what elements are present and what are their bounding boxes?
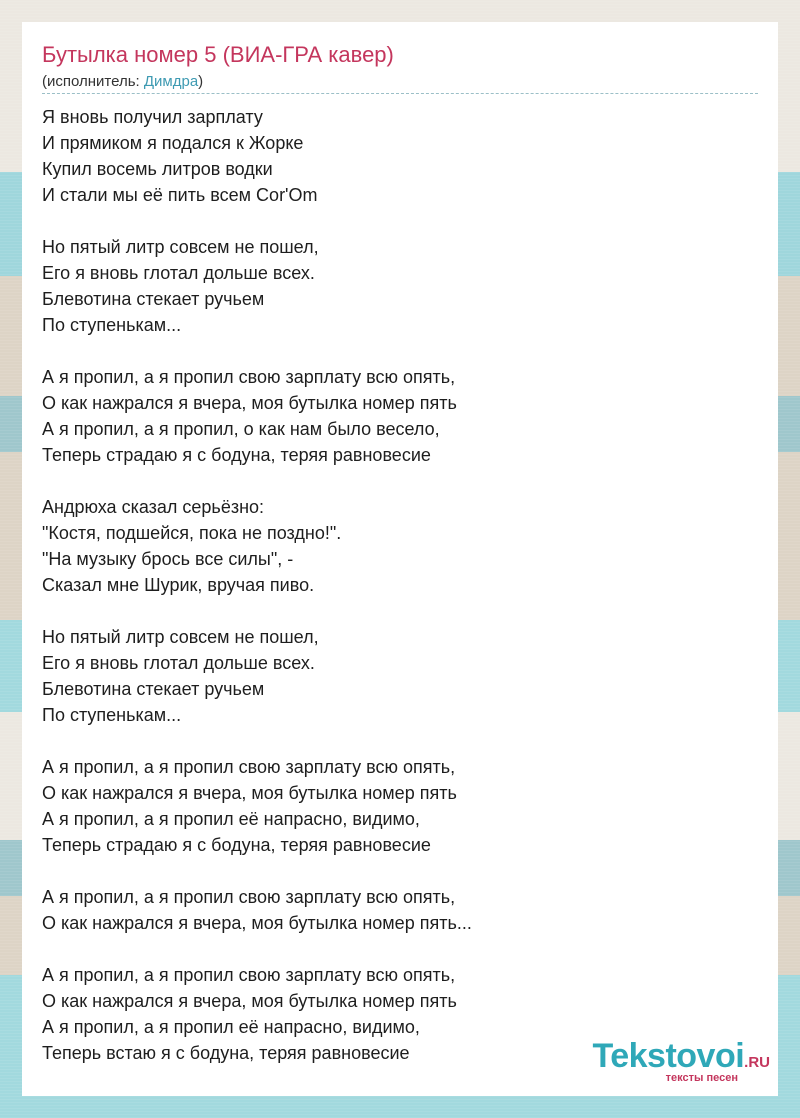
lyric-line: А я пропил, а я пропил свою зарплату всю опять, <box>42 367 456 387</box>
lyric-line: О как нажрался я вчера, моя бутылка номер пять <box>42 393 457 413</box>
lyrics-stanza <box>42 962 472 1066</box>
lyric-line: А я пропил, а я пропил свою зарплату всю опять, <box>42 887 456 907</box>
lyric-line: А я пропил, а я пропил её напрасно, видимо, <box>42 809 420 829</box>
performer-info <box>42 73 203 90</box>
lyric-line: О как нажрался я вчера, моя бутылка номер пять... <box>42 913 472 933</box>
logo-tagline: тексты песен <box>665 1072 738 1084</box>
lyrics-card <box>22 22 778 1096</box>
lyric-line: Купил восемь литров водки <box>42 159 273 179</box>
site-logo[interactable] <box>560 1037 770 1084</box>
page-title: Бутылка номер 5 (ВИА-ГРА кавер) <box>42 42 394 67</box>
lyric-line: И стали мы её пить всем Cor'Om <box>42 185 318 205</box>
lyrics-stanza <box>42 104 472 208</box>
lyric-line: Теперь страдаю я с бодуна, теряя равновесие <box>42 835 431 855</box>
lyric-line: Но пятый литр совсем не пошел, <box>42 627 319 647</box>
performer-link[interactable]: Димдра <box>143 73 199 90</box>
lyric-line: Теперь страдаю я с бодуна, теряя равновесие <box>42 445 431 465</box>
header-divider <box>42 93 758 94</box>
lyric-line: "На музыку брось все силы", - <box>42 549 294 569</box>
lyric-line: А я пропил, а я пропил свою зарплату всю опять, <box>42 757 456 777</box>
lyrics-stanza <box>42 494 472 598</box>
logo-name: Tekstovoi <box>592 1037 745 1075</box>
lyric-line: Андрюха сказал серьёзно: <box>42 497 265 517</box>
lyric-line: Его я вновь глотал дольше всех. <box>42 653 315 673</box>
performer-prefix: (исполнитель: <box>42 73 144 90</box>
lyric-line: Но пятый литр совсем не пошел, <box>42 237 319 257</box>
lyrics-stanza <box>42 884 472 936</box>
lyric-line: Теперь встаю я с бодуна, теряя равновесие <box>42 1043 410 1063</box>
lyric-line: О как нажрался я вчера, моя бутылка номер пять <box>42 783 457 803</box>
lyrics-body <box>42 104 472 1092</box>
lyrics-stanza <box>42 234 472 338</box>
lyric-line: Блевотина стекает ручьем <box>42 679 265 699</box>
lyric-line: По ступенькам... <box>42 705 182 725</box>
lyric-line: Сказал мне Шурик, вручая пиво. <box>42 575 315 595</box>
lyric-line: Блевотина стекает ручьем <box>42 289 265 309</box>
lyric-line: По ступенькам... <box>42 315 182 335</box>
lyrics-stanza <box>42 624 472 728</box>
performer-suffix: ) <box>198 73 204 90</box>
lyric-line: Его я вновь глотал дольше всех. <box>42 263 315 283</box>
lyric-line: Я вновь получил зарплату <box>42 107 263 127</box>
lyric-line: О как нажрался я вчера, моя бутылка номер пять <box>42 991 457 1011</box>
lyric-line: А я пропил, а я пропил, о как нам было весело, <box>42 419 440 439</box>
lyrics-stanza <box>42 364 472 468</box>
lyric-line: А я пропил, а я пропил её напрасно, видимо, <box>42 1017 420 1037</box>
lyric-line: И прямиком я подался к Жорке <box>42 133 304 153</box>
lyric-line: "Костя, подшейся, пока не поздно!". <box>42 523 342 543</box>
lyrics-stanza <box>42 754 472 858</box>
logo-tld: .RU <box>744 1054 770 1071</box>
lyric-line: А я пропил, а я пропил свою зарплату всю опять, <box>42 965 456 985</box>
